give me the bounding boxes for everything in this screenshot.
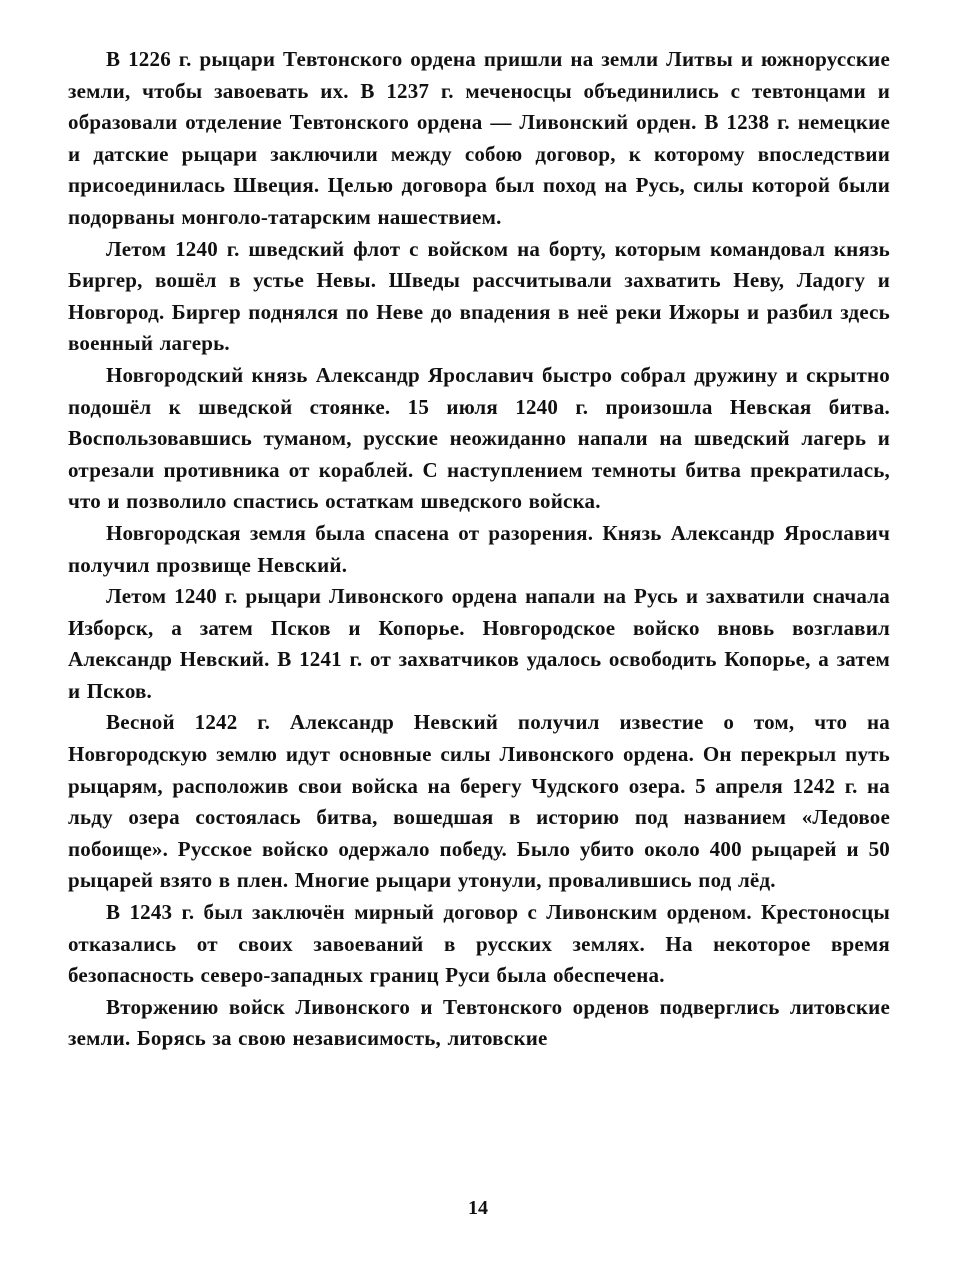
- paragraph: Вторжению войск Ливонского и Тевтонского орденов подверглись литовские земли. Борясь за свою независимость, литовские: [68, 994, 890, 1051]
- page-number: 14: [468, 1197, 488, 1219]
- paragraph: В 1243 г. был заключён мирный договор с Ливонским орденом. Крестоносцы отказались от своих завоеваний в русских землях. На некоторое время безопасность северо-западных границ Руси была обеспечена.: [68, 900, 890, 988]
- paragraph: Новгородская земля была спасена от разорения. Князь Александр Ярославич получил прозвище Невский.: [68, 520, 890, 577]
- paragraph: В 1226 г. рыцари Тевтонского ордена пришли на земли Литвы и южнорусские земли, чтобы завоевать их. В 1237 г. меченосцы объединились с тевтонцами и образовали отделение Тевтонского ордена — Ливонский орден. В 1238 г. немецкие и датские рыцари заключили между собою договор, к которому впоследствии присоединилась Швеция. Целью договора был поход на Русь, силы которой были подорваны монголо-татарским нашествием.: [68, 47, 890, 229]
- paragraph: Летом 1240 г. шведский флот с войском на борту, которым командовал князь Биргер, вошёл в устье Невы. Шведы рассчитывали захватить Неву, Ладогу и Новгород. Биргер поднялся по Неве до впадения в неё реки Ижоры и разбил здесь военный лагерь.: [68, 236, 890, 356]
- paragraph: Летом 1240 г. рыцари Ливонского ордена напали на Русь и захватили сначала Изборск, а затем Псков и Копорье. Новгородское войско вновь возглавил Александр Невский. В 1241 г. от захватчиков удалось освободить Копорье, а затем и Псков.: [68, 584, 890, 703]
- page-footer: [0, 1197, 956, 1220]
- paragraph: Весной 1242 г. Александр Невский получил известие о том, что на Новгородскую землю идут основные силы Ливонского ордена. Он перекрыл путь рыцарям, расположив свои войска на берегу Чудского озера. 5 апреля 1242 г. на льду озера состоялась битва, вошедшая в историю под названием «Ледовое побоище». Русское войско одержало победу. Было убито около 400 рыцарей и 50 рыцарей взято в плен. Многие рыцари утонули, провалившись под лёд.: [68, 710, 890, 893]
- body-text: [68, 44, 890, 1055]
- paragraph: Новгородский князь Александр Ярославич быстро собрал дружину и скрытно подошёл к шведской стоянке. 15 июля 1240 г. произошла Невская битва. Воспользовавшись туманом, русские неожиданно напали на шведский лагерь и отрезали противника от кораблей. С наступлением темноты битва прекратилась, что и позволило спастись остаткам шведского войска.: [68, 362, 890, 514]
